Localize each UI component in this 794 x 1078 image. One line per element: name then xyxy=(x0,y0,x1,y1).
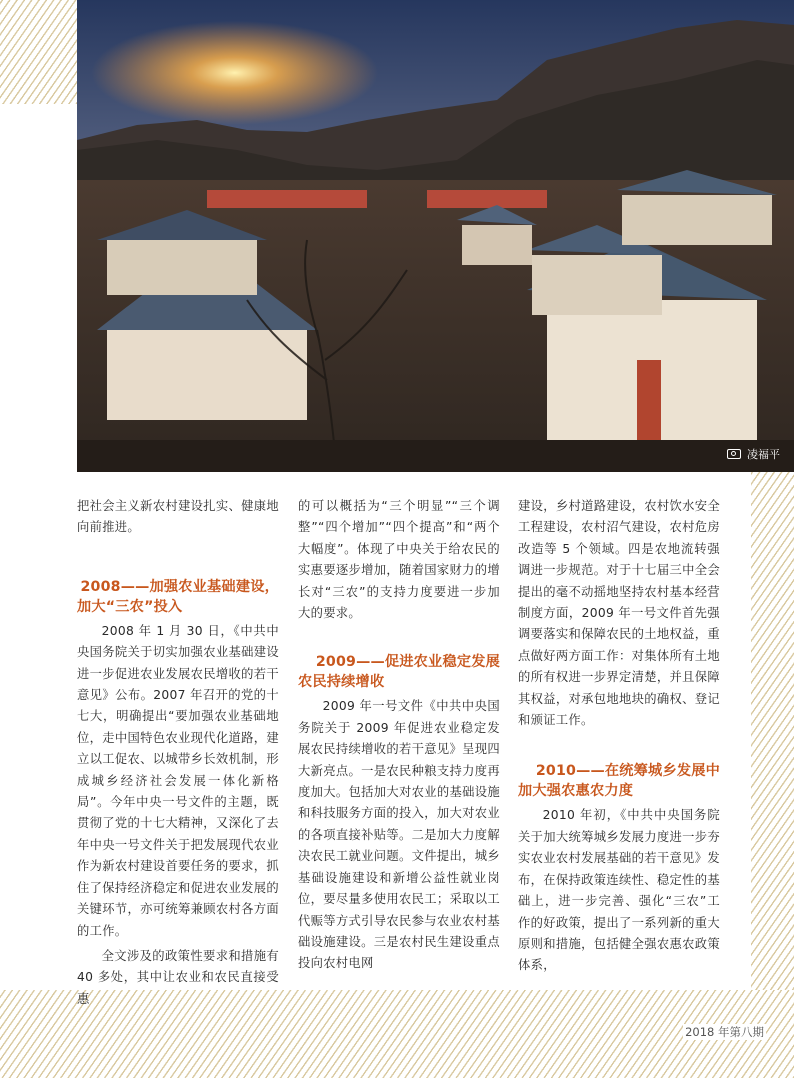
decorative-hatch-right xyxy=(751,472,794,1010)
section-heading-2008-line1: 2008——加强农业基础建设， xyxy=(80,578,279,595)
paragraph-2008-measures: 全文涉及的政策性要求和措施有 40 多处，其中让农业和农民直接受惠 xyxy=(77,948,279,1006)
section-heading-2009-line2: 农民持续增收 xyxy=(298,674,385,691)
issue-label: 2018 年第八期 xyxy=(685,1025,764,1039)
paragraph-2008-continued: 的可以概括为“三个明显”“三个调整”“四个增加”“四个提高”和“两个大幅度”。体现了中央关于给农民的实惠要逐步增加，随着国家财力的增长对“三农”的支持力度要进一步加大的要求。 xyxy=(298,499,500,621)
photo-credit-name: 凌福平 xyxy=(747,448,780,461)
decorative-hatch-top-left xyxy=(0,0,77,104)
section-heading-2009-line1: 2009——促进农业稳定发展 xyxy=(315,654,500,671)
photo-credit xyxy=(727,446,780,462)
paragraph-2009: 2009 年一号文件《中共中央国务院关于 2009 年促进农业稳定发展农民持续增收的若干意见》呈现四大新亮点。一是农民种粮支持力度再度加大。包括加大对农业的基础设施和科技服务方面的投入，加大对农业的各项直接补贴等。二是加大力度解决农民工就业问题。文件提出，城乡基础设施建设和新增公益性就业岗位，要尽量多使用农民工；采取以工代赈等方式引导农民参与农业农村基础设施建设。三是农村民生建设重点投向农村电网 xyxy=(298,699,500,971)
text-column-1 xyxy=(77,496,279,1010)
paragraph-2009-continued: 建设，乡村道路建设，农村饮水安全工程建设，农村沼气建设，农村危房改造等 5 个领域。四是农地流转强调进一步规范。对于十七届三中全会提出的毫不动摇地坚持农村基本经营制度方面，2009 年一号文件首先强调要落实和保障农民的土地权益，重点做好两方面工作：对集体所有土地的所有权进一步界定清楚，并且保障其权益，对承包地地块的确权、登记和颁证工作。 xyxy=(518,499,720,728)
text-column-3 xyxy=(518,496,720,977)
section-heading-2009 xyxy=(298,652,500,692)
paragraph-2010: 2010 年初，《中共中央国务院关于加大统筹城乡发展力度进一步夯实农业农村发展基础的若干意见》发布，在保持政策连续性、稳定性的基础上，进一步完善、强化“三农”工作的好政策，提出了一系列新的重大原则和措施，包括健全强农惠农政策体系， xyxy=(518,808,720,973)
village-sunset-photo xyxy=(77,0,794,472)
section-heading-2010 xyxy=(518,761,720,801)
camera-icon xyxy=(727,449,741,459)
section-heading-2010-line2: 加大强农惠农力度 xyxy=(518,783,634,800)
section-heading-2008-line2: 加大“三农”投入 xyxy=(77,598,183,615)
paragraph-2008: 2008 年 1 月 30 日，《中共中央国务院关于切实加强农业基础建设进一步促进农业发展农民增收的若干意见》公布。2007 年召开的党的十七大，明确提出“要加强农业基础地位，走中国特色农业现代化道路，建立以工促农、以城带乡长效机制，形成城乡经济社会发展一体化新格局”。今年中央一号文件的主题，既贯彻了党的十七大精神，又深化了去年中央一号文件关于把发展现代农业作为新农村建设首要任务的要求，抓住了保持经济稳定和促进农业发展的关键环节，亦可统筹兼顾农村各方面的工作。 xyxy=(77,623,279,938)
section-heading-2010-line1: 2010——在统筹城乡发展中 xyxy=(535,763,720,780)
paragraph-intro: 把社会主义新农村建设扎实、健康地向前推进。 xyxy=(77,499,279,535)
section-heading-2008 xyxy=(77,577,279,617)
text-column-2 xyxy=(298,496,500,975)
